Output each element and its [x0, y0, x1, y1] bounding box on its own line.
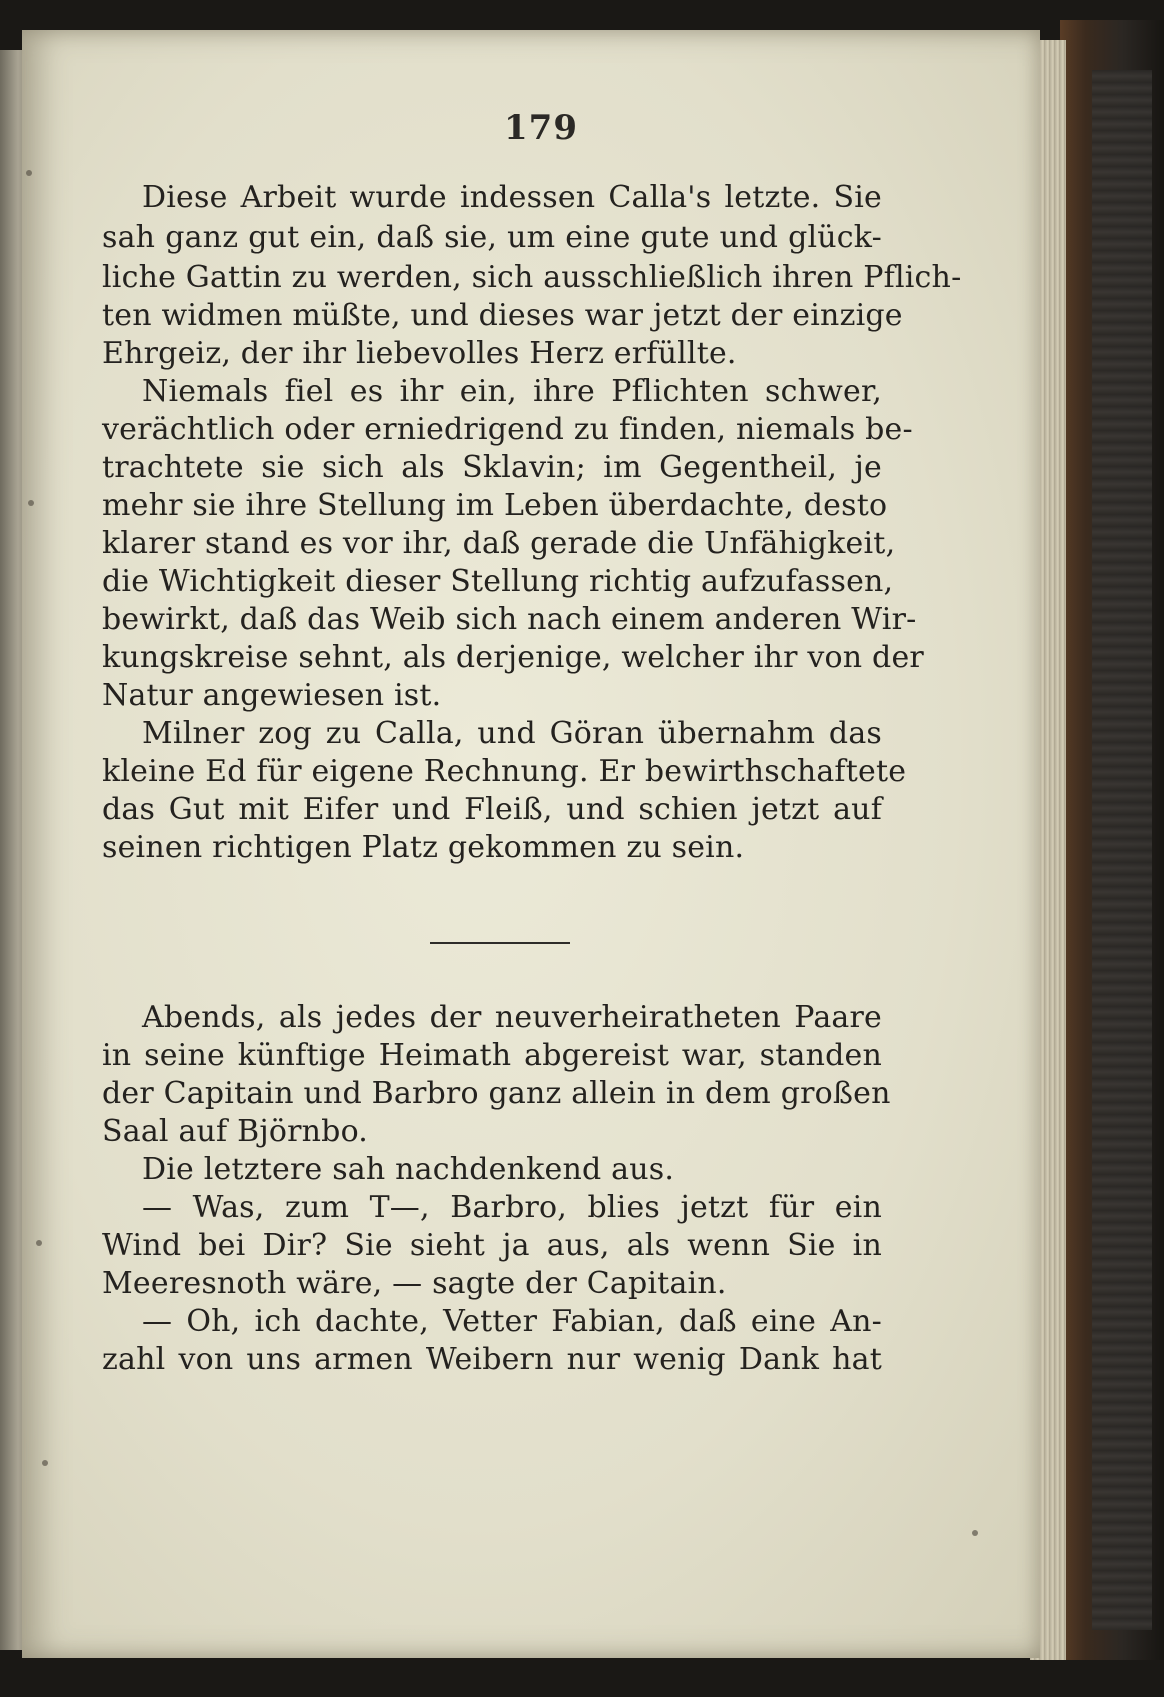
text-line: seinen richtigen Platz gekommen zu sein. — [102, 830, 745, 865]
text-line: Wind bei Dir? Sie sieht ja aus, als wenn Sie in — [102, 1228, 882, 1263]
text-line: Die letztere sah nachdenkend aus. — [142, 1152, 675, 1187]
text-line: Abends, als jedes der neuverheiratheten Paare — [142, 1000, 882, 1035]
cover-cloth-texture — [1092, 70, 1152, 1630]
text-line: Natur angewiesen ist. — [102, 678, 442, 713]
paper-speck — [42, 1460, 48, 1466]
paper-speck — [28, 500, 34, 506]
text-line: liche Gattin zu werden, sich ausschließlich ihren Pflich- — [102, 260, 962, 295]
text-line: Ehrgeiz, der ihr liebevolles Herz erfüllte. — [102, 336, 737, 371]
text-line: Saal auf Björnbo. — [102, 1114, 369, 1149]
text-line: Niemals fiel es ihr ein, ihre Pflichten schwer, — [142, 374, 882, 409]
text-line: Milner zog zu Calla, und Göran übernahm das — [142, 716, 882, 751]
text-line: klarer stand es vor ihr, daß gerade die Unfähigkeit, — [102, 526, 896, 561]
text-line: kungskreise sehnt, als derjenige, welcher ihr von der — [102, 640, 924, 675]
text-line: — Was, zum T—, Barbro, blies jetzt für ein — [142, 1190, 882, 1225]
paper-speck — [36, 1240, 42, 1246]
text-line: zahl von uns armen Weibern nur wenig Dank hat — [102, 1342, 882, 1377]
book-page — [22, 30, 1040, 1658]
text-line: mehr sie ihre Stellung im Leben überdachte, desto — [102, 488, 888, 523]
text-line: verächtlich oder erniedrigend zu finden, niemals be- — [102, 412, 913, 447]
text-line: kleine Ed für eigene Rechnung. Er bewirthschaftete — [102, 754, 907, 789]
text-line: die Wichtigkeit dieser Stellung richtig aufzufassen, — [102, 564, 894, 599]
text-line: Diese Arbeit wurde indessen Calla's letzte. Sie — [142, 180, 882, 215]
text-line: in seine künftige Heimath abgereist war, standen — [102, 1038, 882, 1073]
text-line: der Capitain und Barbro ganz allein in dem großen — [102, 1076, 891, 1111]
text-line: Meeresnoth wäre, — sagte der Capitain. — [102, 1266, 727, 1301]
text-line: ten widmen müßte, und dieses war jetzt der einzige — [102, 298, 903, 333]
text-line: bewirkt, daß das Weib sich nach einem anderen Wir- — [102, 602, 917, 637]
paper-speck — [26, 170, 32, 176]
section-divider — [430, 942, 570, 944]
text-line: — Oh, ich dachte, Vetter Fabian, daß eine An- — [142, 1304, 882, 1339]
page-number: 179 — [504, 108, 578, 148]
paper-speck — [972, 1530, 978, 1536]
text-line: das Gut mit Eifer und Fleiß, und schien jetzt auf — [102, 792, 882, 827]
text-line: sah ganz gut ein, daß sie, um eine gute und glück- — [102, 220, 882, 255]
text-line: trachtete sie sich als Sklavin; im Gegentheil, je — [102, 450, 882, 485]
